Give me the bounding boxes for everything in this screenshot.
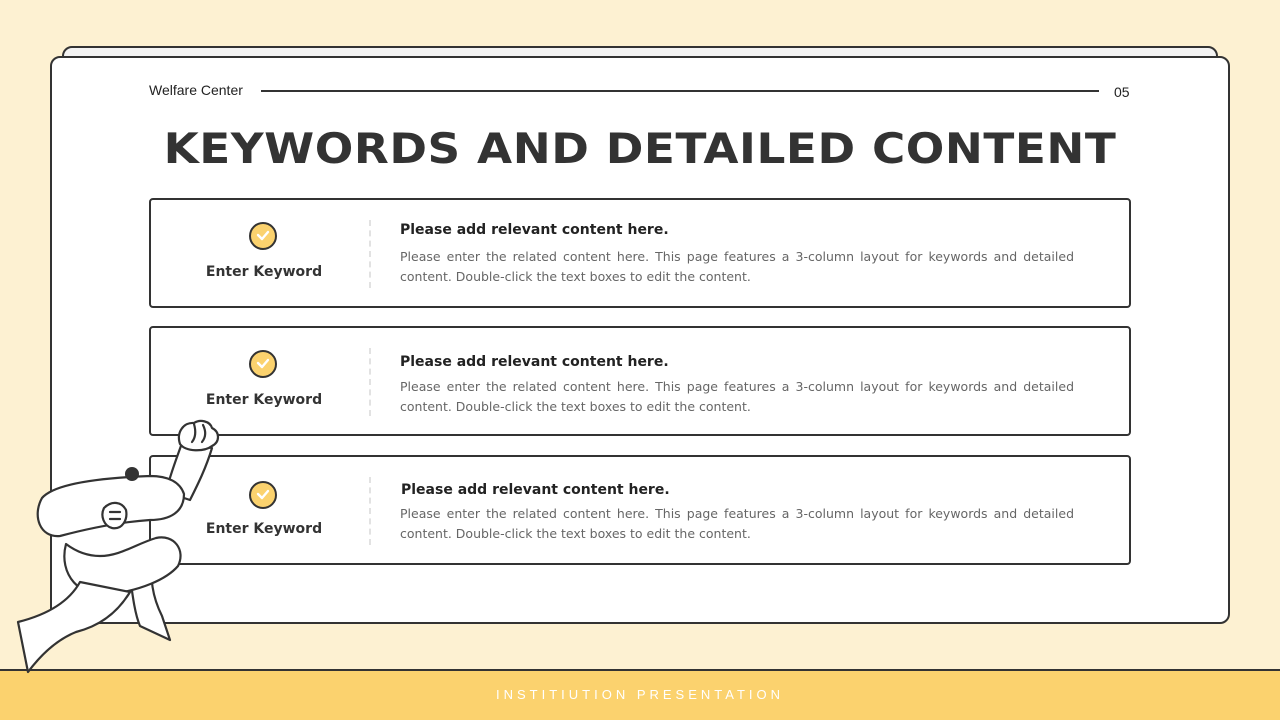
page-number: 05	[1114, 84, 1130, 100]
checkmark-circle-icon	[249, 350, 277, 378]
content-row[interactable]	[149, 455, 1131, 565]
checkmark-circle-icon	[249, 222, 277, 250]
row-heading[interactable]: Please add relevant content here.	[400, 222, 669, 238]
keyword-label[interactable]: Enter Keyword	[205, 264, 323, 280]
running-person-illustration	[0, 0, 240, 690]
footer-text: INSTITIUTION PRESENTATION	[495, 687, 785, 702]
column-divider	[369, 348, 371, 416]
content-row[interactable]	[149, 326, 1131, 436]
content-row[interactable]	[149, 198, 1131, 308]
row-body[interactable]: Please enter the related content here. This page features a 3-column layout for keywords and detailed content. Double-click the text boxes to edit the content.	[400, 506, 1074, 541]
slide-title: KEYWORDS AND DETAILED CONTENT	[163, 124, 1117, 173]
keyword-label[interactable]: Enter Keyword	[205, 521, 323, 537]
row-heading[interactable]: Please add relevant content here.	[401, 482, 670, 498]
header-title: Welfare Center	[149, 82, 243, 98]
row-body[interactable]: Please enter the related content here. This page features a 3-column layout for keywords and detailed content. Double-click the text boxes to edit the content.	[400, 379, 1074, 414]
header-divider	[261, 90, 1099, 92]
column-divider	[369, 220, 371, 288]
checkmark-circle-icon	[249, 481, 277, 509]
row-heading[interactable]: Please add relevant content here.	[400, 354, 669, 370]
keyword-label[interactable]: Enter Keyword	[205, 392, 323, 408]
row-body[interactable]: Please enter the related content here. This page features a 3-column layout for keywords and detailed content. Double-click the text boxes to edit the content.	[400, 249, 1074, 284]
column-divider	[369, 477, 371, 545]
